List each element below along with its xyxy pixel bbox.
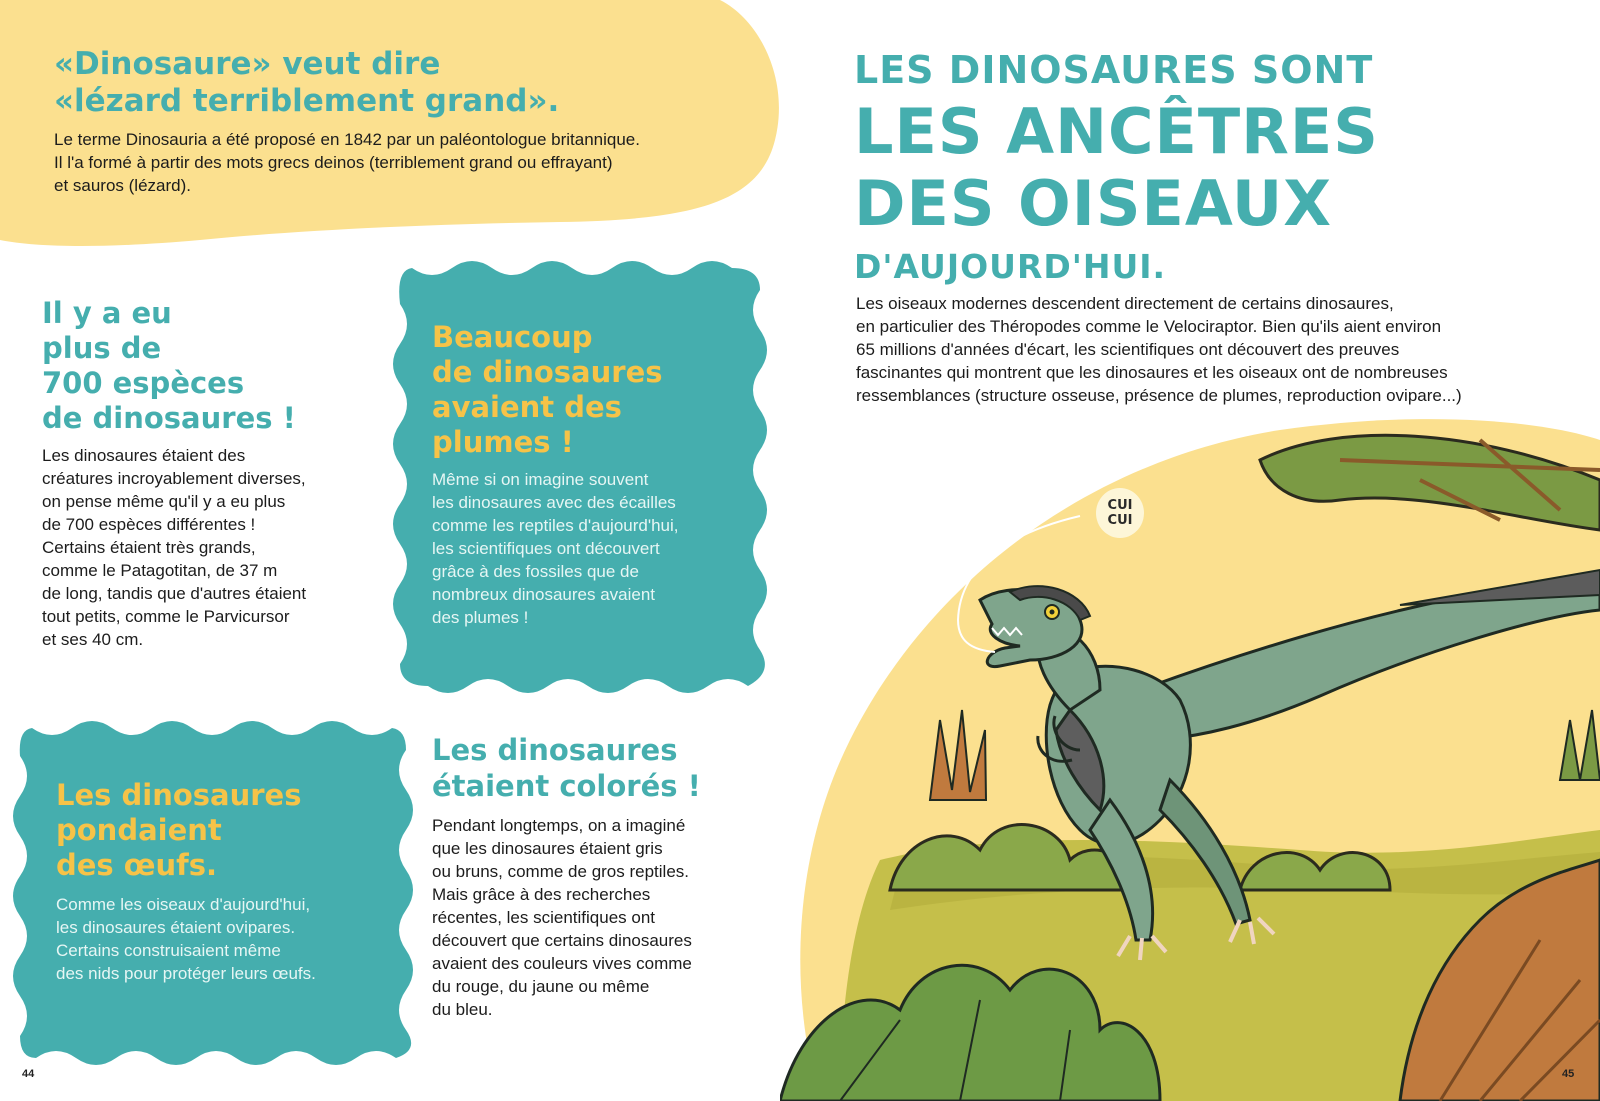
right-body-line: 65 millions d'années d'écart, les scientifiques ont découvert des preuves [856,340,1400,359]
speech-bubble [1096,488,1144,538]
colors-body-line: avaient des couleurs vives comme [432,954,692,973]
right-body [856,292,1576,407]
eggs-title [56,778,396,883]
intro-body-line: Le terme Dinosauria a été proposé en 1842 par un paléontologue britannique. [54,130,640,149]
eggs-body-line: les dinosaures étaient ovipares. [56,918,296,937]
eggs-body-line: des nids pour protéger leurs œufs. [56,964,316,983]
feathers-body-line: comme les reptiles d'aujourd'hui, [432,516,679,535]
eggs-section [56,778,396,985]
intro-title-line: «lézard terriblement grand». [54,83,560,119]
colors-body-line: du bleu. [432,1000,493,1019]
feathers-body-line: les dinosaures avec des écailles [432,493,676,512]
species-title-line: 700 espèces [42,366,245,400]
colors-body-line: ou bruns, comme de gros reptiles. [432,862,690,881]
right-body-line: Les oiseaux modernes descendent directement de certains dinosaures, [856,294,1394,313]
right-body-line: fascinantes qui montrent que les dinosaures et les oiseaux ont de nombreuses [856,363,1448,382]
grass-tufts [930,710,986,800]
colors-body-line: Mais grâce à des recherches [432,885,651,904]
species-body-line: Les dinosaures étaient des [42,446,246,465]
speech-bubble-line1: CUI [1107,498,1133,513]
species-body-line: de long, tandis que d'autres étaient [42,584,307,603]
intro-body-line: et sauros (lézard). [54,176,191,195]
species-title [42,296,382,436]
intro-body-line: Il l'a formé à partir des mots grecs deinos (terriblement grand ou effrayant) [54,153,613,172]
feathers-body [432,468,752,629]
species-body-line: tout petits, comme le Parvicursor [42,607,290,626]
colors-body-line: récentes, les scientifiques ont [432,908,656,927]
eggs-body [56,893,396,985]
colors-title [432,732,772,804]
species-section [42,296,382,651]
species-title-line: de dinosaures ! [42,401,296,435]
colors-body [432,814,772,1021]
feathers-body-line: grâce à des fossiles que de [432,562,639,581]
eggs-title-line: Les dinosaures [56,778,302,812]
feathers-body-line: les scientifiques ont découvert [432,539,660,558]
feathers-title-line: Beaucoup [432,320,593,354]
species-title-line: Il y a eu [42,296,172,330]
feathers-title-line: avaient des [432,390,622,424]
velociraptor-illustration [780,420,1600,1101]
species-body-line: et ses 40 cm. [42,630,144,649]
intro-body [54,128,754,197]
eggs-body-line: Comme les oiseaux d'aujourd'hui, [56,895,311,914]
species-body-line: de 700 espèces différentes ! [42,515,256,534]
eggs-body-line: Certains construisaient même [56,941,281,960]
feathers-section [432,320,752,629]
right-body-line: ressemblances (structure osseuse, présence de plumes, reproduction ovipare...) [856,386,1462,405]
colors-section [432,732,772,1021]
right-title-line3: DES OISEAUX [854,167,1333,240]
right-title-line1: LES DINOSAURES SONT [854,48,1374,92]
speech-bubble-line2: CUI [1107,513,1133,528]
colors-body-line: Pendant longtemps, on a imaginé [432,816,686,835]
tree-branch [1260,435,1600,530]
species-body-line: Certains étaient très grands, [42,538,256,557]
colors-body-line: que les dinosaures étaient gris [432,839,663,858]
feathers-title [432,320,752,460]
right-title-line2: LES ANCÊTRES [854,95,1379,168]
species-title-line: plus de [42,331,162,365]
eggs-title-line: des œufs. [56,848,218,882]
colors-body-line: découvert que certains dinosaures [432,931,692,950]
eggs-title-line: pondaient [56,813,222,847]
intro-section [54,46,754,197]
feathers-body-line: nombreux dinosaures avaient [432,585,656,604]
species-body-line: comme le Patagotitan, de 37 m [42,561,278,580]
feathers-title-line: de dinosaures [432,355,663,389]
species-body-line: créatures incroyablement diverses, [42,469,306,488]
colors-title-line: Les dinosaures [432,733,678,767]
species-body [42,444,382,651]
right-body-line: en particulier des Théropodes comme le Velociraptor. Bien qu'ils aient environ [856,317,1442,336]
intro-title-line: «Dinosaure» veut dire [54,46,441,82]
feathers-body-line: des plumes ! [432,608,529,627]
feathers-body-line: Même si on imagine souvent [432,470,649,489]
right-title [854,48,1574,288]
page-number-left: 44 [22,1068,35,1080]
page-number-right: 45 [1562,1068,1575,1080]
right-title-line4: D'AUJOURD'HUI. [854,247,1167,286]
colors-body-line: du rouge, du jaune ou même [432,977,650,996]
species-body-line: on pense même qu'il y a eu plus [42,492,286,511]
feathers-title-line: plumes ! [432,425,574,459]
dinosaur-tail [1140,581,1600,740]
colors-title-line: étaient colorés ! [432,769,701,803]
intro-title [54,46,754,120]
